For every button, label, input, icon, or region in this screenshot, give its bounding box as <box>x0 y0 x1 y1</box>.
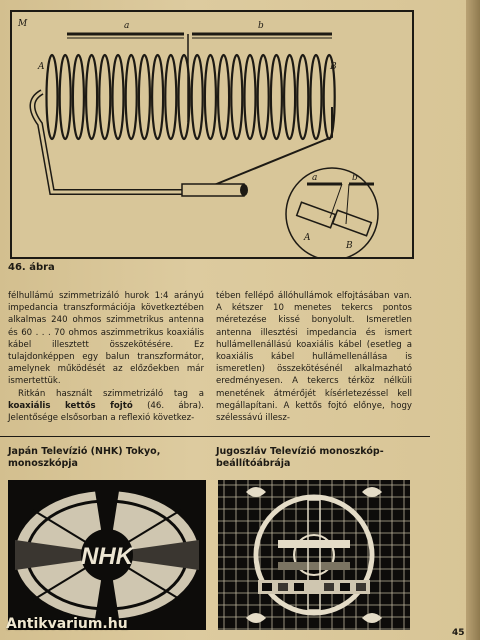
nhk-logo-text: NHK <box>81 543 133 570</box>
label-A: A <box>38 62 45 72</box>
label-M: M <box>18 19 28 29</box>
paragraph-balun: félhullámú szimmetrizáló hurok 1:4 arányú impedancia transzformációja következtében alkalmas 240 ohmos szimmetrikus antenna és 60 . . . 70 ohmos aszimmetrikus koaxiális kábel illesztett összekötésére. Ez tulajdonképpen egy balun transzformátor, amelynek működését az előzőekben már ismertettük. <box>8 291 204 387</box>
yugoslav-heading: Jugoszláv Televízió monoszkóp-beállítóábrája <box>216 446 384 469</box>
cable-end <box>182 184 244 196</box>
coil-turn <box>60 55 71 139</box>
yugoslav-pattern <box>218 480 410 630</box>
label-b: b <box>258 21 264 31</box>
coil-turn <box>99 55 110 139</box>
coil-turn <box>311 55 322 139</box>
nhk-pattern <box>8 480 206 630</box>
antikvarium-watermark: Antikvarium.hu <box>6 616 128 632</box>
inset-label-B: B <box>346 241 353 251</box>
section-divider <box>0 436 430 437</box>
coil-turn <box>165 55 176 139</box>
coil-turn <box>231 55 242 139</box>
coil-turn <box>297 55 308 139</box>
coil-turn <box>73 55 84 139</box>
coil-turn <box>284 55 295 139</box>
inset-label-A: A <box>304 233 311 243</box>
text-column-right <box>216 290 412 424</box>
coil-diagram <box>12 12 412 257</box>
choke-text-b: (46. ábra). Jelentősége elsősorban a reflexió következ- <box>8 400 204 424</box>
label-B: B <box>330 62 337 72</box>
coil-turn <box>192 55 203 139</box>
label-a: a <box>124 21 130 31</box>
figure-caption: 46. ábra <box>8 262 55 273</box>
yugoslav-test-pattern-photo <box>218 480 410 630</box>
coil-turn <box>245 55 256 139</box>
coil-turn <box>113 55 124 139</box>
paragraph-choke <box>8 388 204 425</box>
inset-label-a: a <box>312 173 318 183</box>
coil-turn <box>271 55 282 139</box>
book-spine <box>466 0 480 640</box>
nhk-heading: Japán Televízió (NHK) Tokyo, monoszkópja <box>8 446 161 469</box>
page-number: 45 <box>452 628 465 638</box>
cable-end-cap <box>240 184 248 196</box>
coil-turn <box>218 55 229 139</box>
coil-turn <box>258 55 269 139</box>
paragraph-standing-waves: tében fellépő állóhullámok elfojtásában van. A kétszer 10 menetes tekercs pontos méretezése kissé bonyolult. Ismeretlen antenna illesztési impedancia és ismert hullámellenállású koaxiális kábel (esetleg a koaxiális kábel hullámellenállása is ismeretlen) összekötésénél alkalmazható eredményesen. A tekercs térköz nélküli menetének átmérőjét kísérletezéssel kell megállapítani. A kettős fojtó előnye, hogy szélessávú illesz- <box>216 291 412 424</box>
coil-turn <box>139 55 150 139</box>
coil-turn <box>205 55 216 139</box>
choke-text-a: Ritkán használt szimmetrizáló tag a <box>18 388 204 399</box>
coax-coil-turns <box>47 55 335 139</box>
inset-label-b: b <box>352 173 358 183</box>
coil-turn <box>126 55 137 139</box>
coil-turn <box>152 55 163 139</box>
coil-turn <box>86 55 97 139</box>
figure-46-coaxial-choke-diagram <box>10 10 414 259</box>
text-column-left <box>8 290 204 424</box>
choke-term: koaxiális kettős fojtó <box>8 400 133 411</box>
coil-turn <box>47 55 58 139</box>
nhk-test-pattern-photo <box>8 480 206 630</box>
